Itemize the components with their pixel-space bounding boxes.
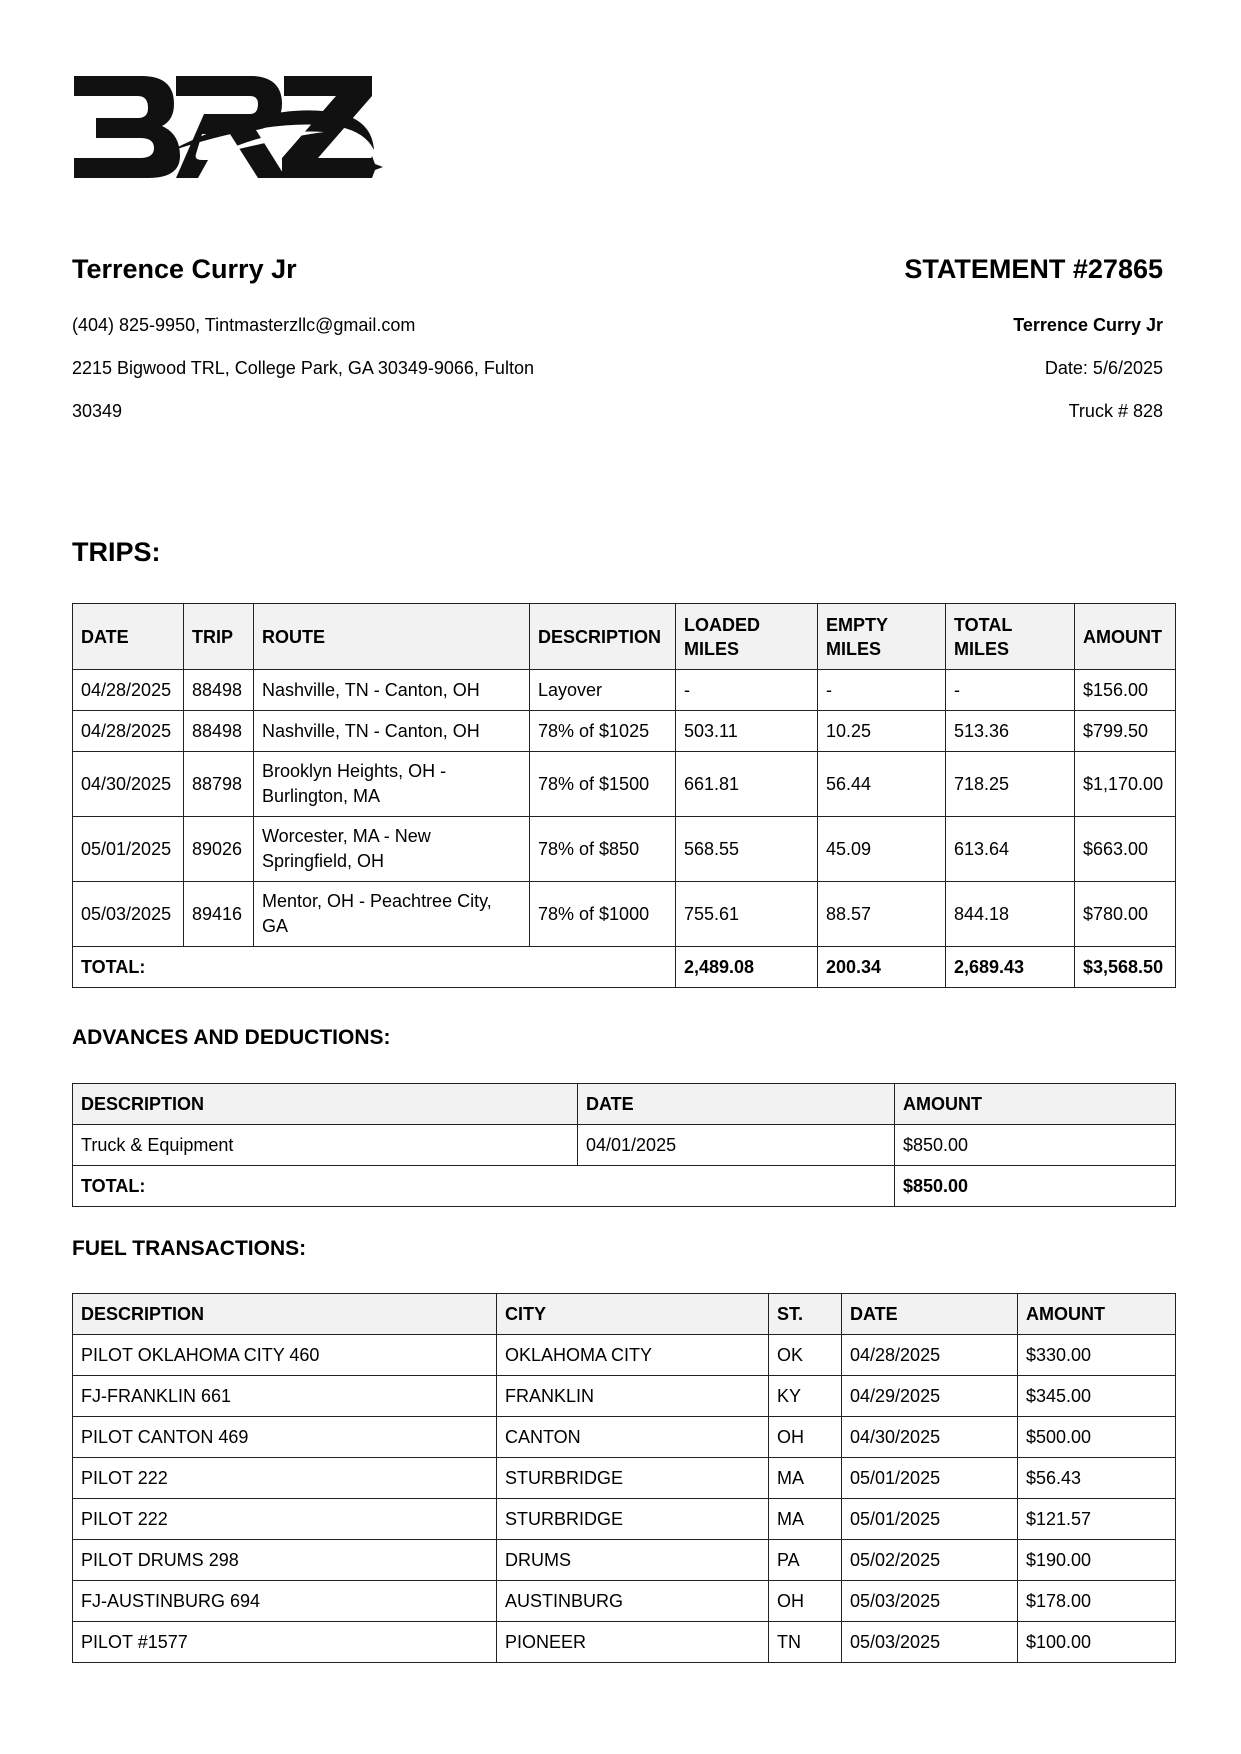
trips-header-cell: TRIP: [184, 604, 254, 670]
table-cell: 613.64: [946, 817, 1075, 882]
trips-header-cell: AMOUNT: [1075, 604, 1176, 670]
fuel-header-cell: CITY: [497, 1294, 769, 1335]
table-cell: $780.00: [1075, 882, 1176, 947]
table-cell: PILOT 222: [73, 1458, 497, 1499]
table-row: [73, 817, 1176, 882]
table-row: [73, 1499, 1176, 1540]
table-cell: -: [946, 670, 1075, 711]
statement-title: STATEMENT #27865: [904, 254, 1163, 284]
table-row: [73, 1622, 1176, 1663]
table-row: [73, 1581, 1176, 1622]
table-cell: $500.00: [1018, 1417, 1176, 1458]
table-cell: CANTON: [497, 1417, 769, 1458]
table-cell: 89026: [184, 817, 254, 882]
statement-date: Date: 5/6/2025: [1044, 358, 1163, 378]
table-cell: FJ-AUSTINBURG 694: [73, 1581, 497, 1622]
trips-header-cell: LOADED MILES: [676, 604, 818, 670]
trips-total-amount: $3,568.50: [1075, 947, 1176, 988]
table-cell: 45.09: [818, 817, 946, 882]
table-cell: STURBRIDGE: [497, 1458, 769, 1499]
table-row: [73, 1417, 1176, 1458]
driver-name: Terrence Curry Jr: [72, 254, 297, 284]
table-cell: 89416: [184, 882, 254, 947]
fuel-header-cell: DATE: [842, 1294, 1018, 1335]
trips-header-cell: EMPTY MILES: [818, 604, 946, 670]
table-cell: 04/28/2025: [73, 670, 184, 711]
fuel-header-row: [73, 1294, 1176, 1335]
advances-header-cell: DESCRIPTION: [73, 1084, 578, 1125]
table-cell: 04/29/2025: [842, 1376, 1018, 1417]
table-cell: 78% of $1025: [530, 711, 676, 752]
table-cell: $56.43: [1018, 1458, 1176, 1499]
company-logo: [72, 74, 392, 200]
table-cell: 05/01/2025: [842, 1499, 1018, 1540]
fuel-header-cell: ST.: [769, 1294, 842, 1335]
trips-total-empty: 200.34: [818, 947, 946, 988]
advances-total-row: [73, 1166, 1176, 1207]
advances-total-amount: $850.00: [895, 1166, 1176, 1207]
advances-heading: ADVANCES AND DEDUCTIONS:: [72, 1026, 391, 1049]
advances-header-cell: AMOUNT: [895, 1084, 1176, 1125]
table-cell: $345.00: [1018, 1376, 1176, 1417]
table-cell: 88498: [184, 670, 254, 711]
statement-truck: Truck # 828: [1068, 401, 1163, 421]
table-cell: DRUMS: [497, 1540, 769, 1581]
table-cell: 755.61: [676, 882, 818, 947]
advances-total-label: TOTAL:: [73, 1166, 895, 1207]
trips-total-row: [73, 947, 1176, 988]
table-cell: PILOT DRUMS 298: [73, 1540, 497, 1581]
table-cell: AUSTINBURG: [497, 1581, 769, 1622]
table-cell: 56.44: [818, 752, 946, 817]
table-cell: 718.25: [946, 752, 1075, 817]
table-cell: PILOT CANTON 469: [73, 1417, 497, 1458]
table-cell: 05/01/2025: [73, 817, 184, 882]
table-cell: $799.50: [1075, 711, 1176, 752]
table-cell: $663.00: [1075, 817, 1176, 882]
driver-address-line2: 30349: [72, 401, 123, 421]
table-cell: KY: [769, 1376, 842, 1417]
table-cell: Nashville, TN - Canton, OH: [254, 711, 530, 752]
trips-header-cell: TOTAL MILES: [946, 604, 1075, 670]
table-cell: 88.57: [818, 882, 946, 947]
table-row: [73, 882, 1176, 947]
advances-header-cell: DATE: [578, 1084, 895, 1125]
table-cell: PILOT OKLAHOMA CITY 460: [73, 1335, 497, 1376]
table-cell: 88498: [184, 711, 254, 752]
table-cell: PILOT 222: [73, 1499, 497, 1540]
table-cell: OH: [769, 1417, 842, 1458]
table-cell: FRANKLIN: [497, 1376, 769, 1417]
table-cell: MA: [769, 1458, 842, 1499]
trips-header-cell: DATE: [73, 604, 184, 670]
table-row: [73, 1125, 1176, 1166]
trips-heading: TRIPS:: [72, 537, 161, 567]
trips-total-miles: 2,689.43: [946, 947, 1075, 988]
table-cell: Mentor, OH - Peachtree City, GA: [254, 882, 530, 947]
table-cell: TN: [769, 1622, 842, 1663]
table-cell: 88798: [184, 752, 254, 817]
table-cell: FJ-FRANKLIN 661: [73, 1376, 497, 1417]
table-cell: 503.11: [676, 711, 818, 752]
table-cell: 844.18: [946, 882, 1075, 947]
table-cell: $1,170.00: [1075, 752, 1176, 817]
table-cell: Nashville, TN - Canton, OH: [254, 670, 530, 711]
driver-contact: (404) 825-9950, Tintmasterzllc@gmail.com: [72, 315, 416, 335]
table-cell: 05/03/2025: [73, 882, 184, 947]
table-cell: $100.00: [1018, 1622, 1176, 1663]
table-cell: $190.00: [1018, 1540, 1176, 1581]
table-cell: $156.00: [1075, 670, 1176, 711]
trips-total-label: TOTAL:: [73, 947, 676, 988]
table-row: [73, 1540, 1176, 1581]
fuel-table: [72, 1293, 1176, 1663]
table-row: [73, 752, 1176, 817]
table-cell: PIONEER: [497, 1622, 769, 1663]
table-cell: Worcester, MA - New Springfield, OH: [254, 817, 530, 882]
table-cell: Truck & Equipment: [73, 1125, 578, 1166]
table-cell: Brooklyn Heights, OH - Burlington, MA: [254, 752, 530, 817]
table-cell: STURBRIDGE: [497, 1499, 769, 1540]
table-cell: 04/01/2025: [578, 1125, 895, 1166]
table-cell: 78% of $850: [530, 817, 676, 882]
table-row: [73, 1458, 1176, 1499]
fuel-header-cell: AMOUNT: [1018, 1294, 1176, 1335]
table-cell: OH: [769, 1581, 842, 1622]
table-row: [73, 670, 1176, 711]
table-cell: $121.57: [1018, 1499, 1176, 1540]
table-cell: OKLAHOMA CITY: [497, 1335, 769, 1376]
table-cell: $178.00: [1018, 1581, 1176, 1622]
trips-header-cell: ROUTE: [254, 604, 530, 670]
table-cell: Layover: [530, 670, 676, 711]
table-cell: 05/01/2025: [842, 1458, 1018, 1499]
trips-total-loaded: 2,489.08: [676, 947, 818, 988]
table-cell: 78% of $1500: [530, 752, 676, 817]
table-cell: 10.25: [818, 711, 946, 752]
table-cell: MA: [769, 1499, 842, 1540]
trips-header-row: [73, 604, 1176, 670]
table-cell: 513.36: [946, 711, 1075, 752]
table-cell: OK: [769, 1335, 842, 1376]
table-cell: $850.00: [895, 1125, 1176, 1166]
statement-name: Terrence Curry Jr: [1013, 315, 1163, 335]
table-cell: 661.81: [676, 752, 818, 817]
fuel-heading: FUEL TRANSACTIONS:: [72, 1237, 307, 1260]
table-cell: 04/30/2025: [842, 1417, 1018, 1458]
table-cell: $330.00: [1018, 1335, 1176, 1376]
table-cell: 05/03/2025: [842, 1581, 1018, 1622]
table-cell: PILOT #1577: [73, 1622, 497, 1663]
table-cell: 04/28/2025: [842, 1335, 1018, 1376]
table-row: [73, 1376, 1176, 1417]
table-cell: 78% of $1000: [530, 882, 676, 947]
table-cell: -: [676, 670, 818, 711]
table-cell: 05/02/2025: [842, 1540, 1018, 1581]
table-cell: 05/03/2025: [842, 1622, 1018, 1663]
table-cell: PA: [769, 1540, 842, 1581]
table-row: [73, 711, 1176, 752]
table-row: [73, 1335, 1176, 1376]
driver-address-line1: 2215 Bigwood TRL, College Park, GA 30349-9066, Fulton: [72, 358, 534, 378]
table-cell: -: [818, 670, 946, 711]
advances-header-row: [73, 1084, 1176, 1125]
table-cell: 04/28/2025: [73, 711, 184, 752]
fuel-header-cell: DESCRIPTION: [73, 1294, 497, 1335]
table-cell: 04/30/2025: [73, 752, 184, 817]
trips-header-cell: DESCRIPTION: [530, 604, 676, 670]
advances-table: [72, 1083, 1176, 1207]
table-cell: 568.55: [676, 817, 818, 882]
trips-table: [72, 603, 1176, 988]
